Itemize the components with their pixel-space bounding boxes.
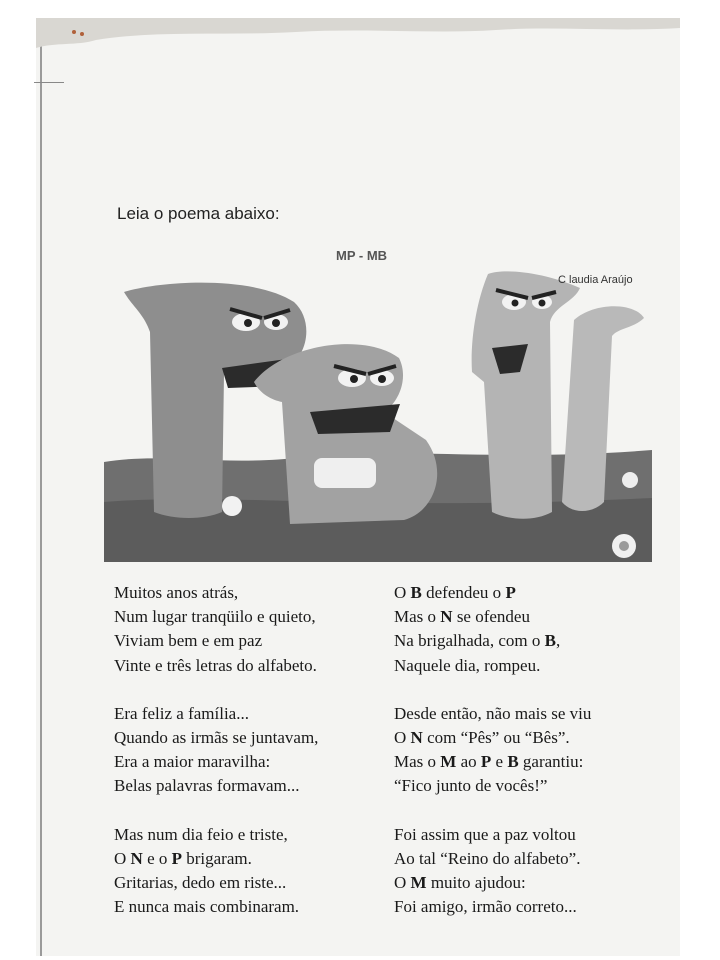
poem-text: defendeu o xyxy=(421,583,506,602)
poem-line xyxy=(114,605,318,629)
poem-line xyxy=(394,895,591,919)
torn-paper-edge xyxy=(36,18,680,52)
angry-letters-illustration-icon xyxy=(104,262,652,572)
poem-text: E nunca mais combinaram. xyxy=(114,897,300,917)
poem-line xyxy=(394,605,591,629)
poem-letter-bold: P xyxy=(480,752,492,772)
poem-line xyxy=(114,702,318,726)
poem-text: Foi assim que a paz voltou xyxy=(394,824,576,844)
poem-text: Belas palavras formavam... xyxy=(114,776,300,796)
poem-line xyxy=(114,823,318,847)
poem-text: Na brigalhada, com o xyxy=(394,631,545,651)
poem-text: O xyxy=(394,583,411,602)
poem-text: Quando as irmãs se juntavam, xyxy=(114,728,319,748)
poem-line xyxy=(394,847,591,871)
poem-line xyxy=(394,750,591,774)
poem-text: Foi amigo, irmão correto... xyxy=(394,897,577,917)
poem-letter-bold: P xyxy=(505,583,516,602)
poem-line xyxy=(394,581,591,605)
poem-text: “Fico junto de vocês!” xyxy=(394,776,548,796)
poem-line xyxy=(114,774,318,798)
poem-letter-bold: N xyxy=(410,728,423,748)
poem-line xyxy=(114,581,318,605)
poem-line xyxy=(114,750,318,774)
poem-text: Mas o xyxy=(394,752,441,772)
poem-text: Era feliz a família... xyxy=(114,703,249,723)
margin-line xyxy=(40,20,42,956)
poem-text: ao xyxy=(456,752,481,772)
poem-stanza xyxy=(394,823,591,920)
poem-letter-bold: B xyxy=(544,631,556,651)
instruction-text: Leia o poema abaixo: xyxy=(117,204,280,223)
poem-title: MP - MB xyxy=(336,248,388,263)
poem-line xyxy=(394,654,591,678)
poem-text: O xyxy=(394,728,411,748)
margin-tick xyxy=(34,82,64,83)
poem-letter-bold: B xyxy=(410,583,422,602)
poem-line xyxy=(394,726,591,750)
poem-text: Num lugar tranqüilo e quieto, xyxy=(114,607,316,627)
poem-text: O xyxy=(114,848,131,868)
poem-text: brigaram. xyxy=(182,848,252,868)
poem-letter-bold: N xyxy=(440,607,453,627)
poem-text: O xyxy=(394,873,411,893)
poem-line xyxy=(394,823,591,847)
poem-line xyxy=(114,629,318,653)
poem-text: muito ajudou: xyxy=(426,873,526,893)
poem-line xyxy=(394,774,591,798)
poem-letter-bold: P xyxy=(171,848,182,868)
poem-line xyxy=(114,895,318,919)
poem-text: Mas num dia feio e triste, xyxy=(114,824,288,844)
poem-text: Era a maior maravilha: xyxy=(114,752,271,772)
poem-column-right xyxy=(394,581,591,943)
poem-text: e xyxy=(491,752,508,772)
poem-text: Ao tal “Reino do alfabeto”. xyxy=(394,848,581,868)
poem-stanza xyxy=(114,581,318,678)
poem-line xyxy=(114,871,318,895)
poem-stanza xyxy=(394,702,591,799)
poem-line xyxy=(114,726,318,750)
poem-letter-bold: B xyxy=(507,752,519,772)
poem-text: Mas o xyxy=(394,607,441,627)
poem-text: , xyxy=(555,631,561,651)
poem-text: Naquele dia, rompeu. xyxy=(394,655,541,675)
poem-line xyxy=(394,702,591,726)
poem-text: Gritarias, dedo em riste... xyxy=(114,873,287,893)
poem-text: e o xyxy=(142,848,172,868)
author-credit: C laudia Araújo xyxy=(558,274,633,286)
poem-text: Viviam bem e em paz xyxy=(114,631,263,651)
poem-text: com “Pês” ou “Bês”. xyxy=(422,728,570,748)
poem-letter-bold: M xyxy=(410,873,427,893)
poem-text: Muitos anos atrás, xyxy=(114,583,239,602)
poem-text: Vinte e três letras do alfabeto. xyxy=(114,655,317,675)
poem-line xyxy=(394,629,591,653)
poem-line xyxy=(394,871,591,895)
poem-stanza xyxy=(114,702,318,799)
poem-letter-bold: N xyxy=(130,848,143,868)
poem-text: Desde então, não mais se viu xyxy=(394,703,592,723)
poem-line xyxy=(114,847,318,871)
poem-column-left xyxy=(114,581,318,943)
poem-stanza xyxy=(114,823,318,920)
poem-text: garantiu: xyxy=(518,752,584,772)
poem-text: se ofendeu xyxy=(452,607,530,627)
poem-line xyxy=(114,654,318,678)
poem-stanza xyxy=(394,581,591,678)
poem-letter-bold: M xyxy=(440,752,457,772)
